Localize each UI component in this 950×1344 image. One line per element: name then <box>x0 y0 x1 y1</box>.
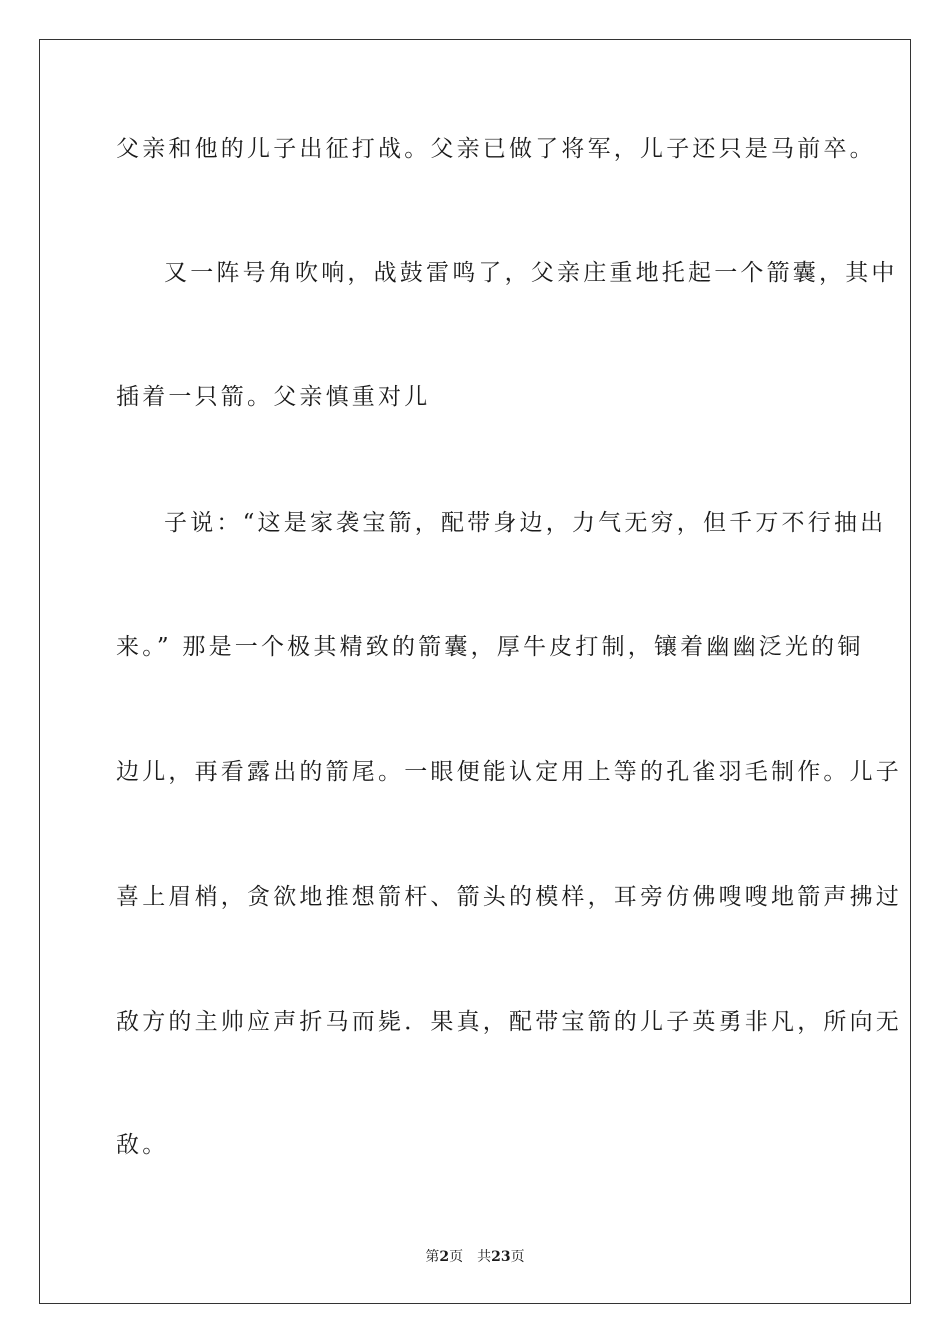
text-line-4: 子说：“这是家袭宝箭，配带身边，力气无穷，但千万不行抽出 <box>164 510 887 536</box>
text-line-8: 敌方的主帅应声折马而毙．果真，配带宝箭的儿子英勇非凡，所向无 <box>116 1009 902 1035</box>
text-line-7: 喜上眉梢，贪欲地推想箭杆、箭头的模样，耳旁仿佛嗖嗖地箭声拂过 <box>116 884 902 910</box>
page-suffix: 页 <box>449 1249 464 1265</box>
page-frame <box>39 39 911 1304</box>
text-line-6: 边儿，再看露出的箭尾。一眼便能认定用上等的孔雀羽毛制作。儿子 <box>116 759 902 785</box>
text-line-1: 父亲和他的儿子出征打战。父亲已做了将军，儿子还只是马前卒。 <box>116 136 876 162</box>
page-prefix: 第 <box>425 1249 440 1265</box>
text-line-9: 敌。 <box>116 1132 169 1158</box>
text-line-3: 插着一只箭。父亲慎重对儿 <box>116 384 431 410</box>
total-pages: 23 <box>491 1249 511 1265</box>
total-prefix: 共 <box>477 1249 492 1265</box>
total-suffix: 页 <box>510 1249 525 1265</box>
page-number: 2 <box>439 1249 450 1265</box>
text-line-2: 又一阵号角吹响，战鼓雷鸣了，父亲庄重地托起一个箭囊，其中 <box>164 260 898 286</box>
page-footer <box>0 1247 950 1267</box>
text-line-5: 来。” 那是一个极其精致的箭囊，厚牛皮打制，镶着幽幽泛光的铜 <box>116 634 864 660</box>
